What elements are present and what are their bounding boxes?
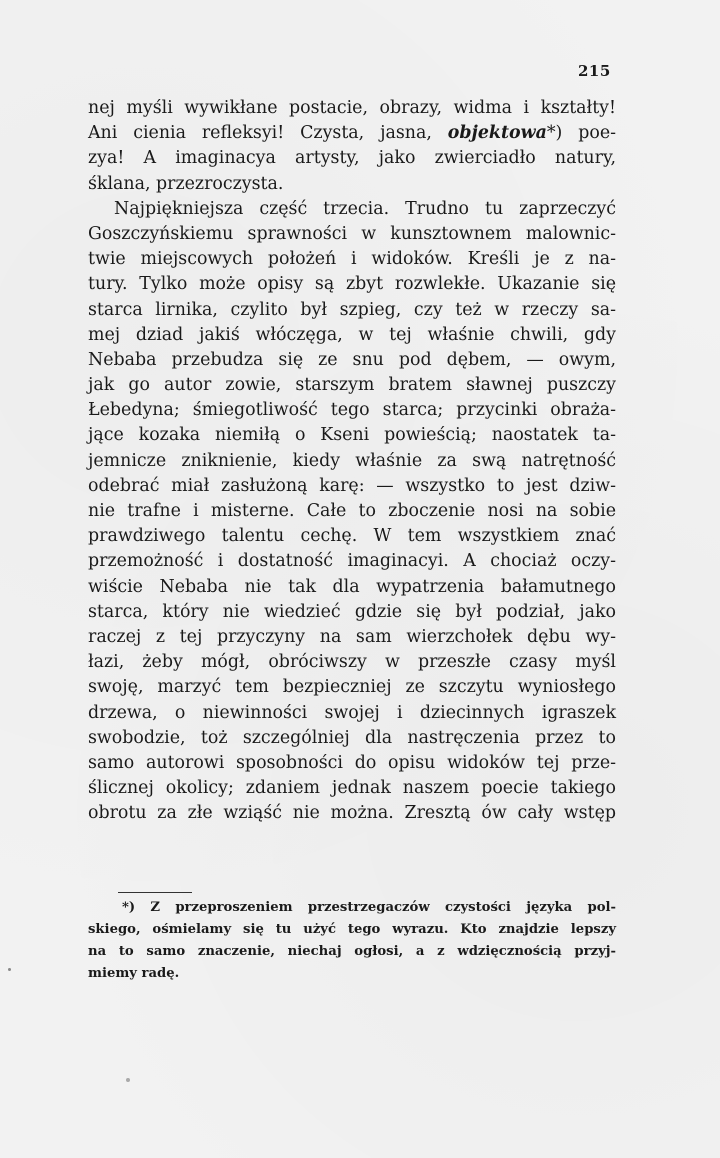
text-line: mej dziad jakiś włóczęga, w tej właśnie chwili, gdy bbox=[88, 324, 616, 345]
text-line: zya! A imaginacya artysty, jako zwierciadło natury, bbox=[88, 148, 616, 169]
text-line: drzewa, o niewinności swojej i dziecinnych igraszek bbox=[88, 702, 616, 723]
text-line: ślicznej okolicy; zdaniem jednak naszem poecie takiego bbox=[88, 778, 616, 799]
page-number: 215 bbox=[578, 62, 611, 80]
footnote-line: miemy radę. bbox=[88, 966, 180, 981]
footnote-line: *) Z przeproszeniem przestrzegaczów czystości języka pol- bbox=[122, 900, 616, 915]
text-line: odebrać miał zasłużoną karę: — wszystko to jest dziw- bbox=[88, 475, 616, 496]
text-line: jemnicze zniknienie, kiedy właśnie za swą natrętność bbox=[88, 450, 616, 471]
text-line: obrotu za złe wziąść nie można. Zresztą ów cały wstęp bbox=[88, 803, 616, 824]
text-line: śklana, przezroczysta. bbox=[88, 173, 284, 194]
text-line: Łebedyna; śmiegotliwość tego starca; przycinki obraża- bbox=[88, 400, 616, 421]
text-line: prawdziwego talentu cechę. W tem wszystkiem znać bbox=[88, 526, 616, 547]
scan-speck bbox=[8, 968, 11, 971]
text-line: swoję, marzyć tem bezpieczniej ze szczytu wyniosłego bbox=[88, 677, 616, 698]
text-line: jące kozaka niemiłą o Kseni powieścią; naostatek ta- bbox=[88, 425, 616, 446]
text-line: raczej z tej przyczyny na sam wierzchołek dębu wy- bbox=[88, 626, 616, 647]
text-line: Goszczyńskiemu sprawności w kunsztownem malownic- bbox=[88, 223, 616, 244]
text-line-with-italic bbox=[88, 121, 616, 146]
footnote-line: na to samo znaczenie, niechaj ogłosi, a z wdzięcznością przyj- bbox=[88, 944, 616, 959]
text-line: wiście Nebaba nie tak dla wypatrzenia bałamutnego bbox=[88, 576, 616, 597]
text-line: przemożność i dostatność imaginacyi. A chociaż oczy- bbox=[88, 551, 616, 572]
text-line: twie miejscowych położeń i widoków. Kreśli je z na- bbox=[88, 249, 616, 270]
text-line: łazi, żeby mógł, obróciwszy w przeszłe czasy myśl bbox=[88, 652, 616, 673]
footnote-divider bbox=[118, 892, 192, 893]
text-line: starca lirnika, czylito był szpieg, czy też w rzeczy sa- bbox=[88, 299, 616, 320]
text-fragment: *) poe- bbox=[546, 123, 616, 144]
text-line: tury. Tylko może opisy są zbyt rozwlekłe. Ukazanie się bbox=[88, 274, 616, 295]
text-line: samo autorowi sposobności do opisu widoków tej prze- bbox=[88, 752, 616, 773]
text-line: Nebaba przebudza się ze snu pod dębem, — owym, bbox=[88, 349, 616, 370]
text-line: swobodzie, toż szczególniej dla nastręczenia przez to bbox=[88, 727, 616, 748]
text-line: nej myśli wywikłane postacie, obrazy, widma i kształty! bbox=[88, 98, 616, 118]
scan-speck bbox=[126, 1078, 130, 1082]
text-line: starca, który nie wiedzieć gdzie się był podział, jako bbox=[88, 601, 616, 622]
italic-word: objektowa bbox=[447, 123, 547, 144]
text-line: nie trafne i misterne. Całe to zboczenie nosi na sobie bbox=[88, 501, 616, 521]
text-fragment: Ani cienia refleksyi! Czysta, jasna, bbox=[88, 123, 448, 144]
footnote-line: skiego, ośmielamy się tu użyć tego wyrazu. Kto znajdzie lepszy bbox=[88, 922, 616, 937]
text-line: Najpiękniejsza część trzecia. Trudno tu zaprzeczyć bbox=[114, 198, 616, 219]
footnote bbox=[88, 897, 616, 985]
text-line: jak go autor zowie, starszym bratem sławnej puszczy bbox=[88, 375, 616, 396]
body-text bbox=[88, 96, 616, 826]
